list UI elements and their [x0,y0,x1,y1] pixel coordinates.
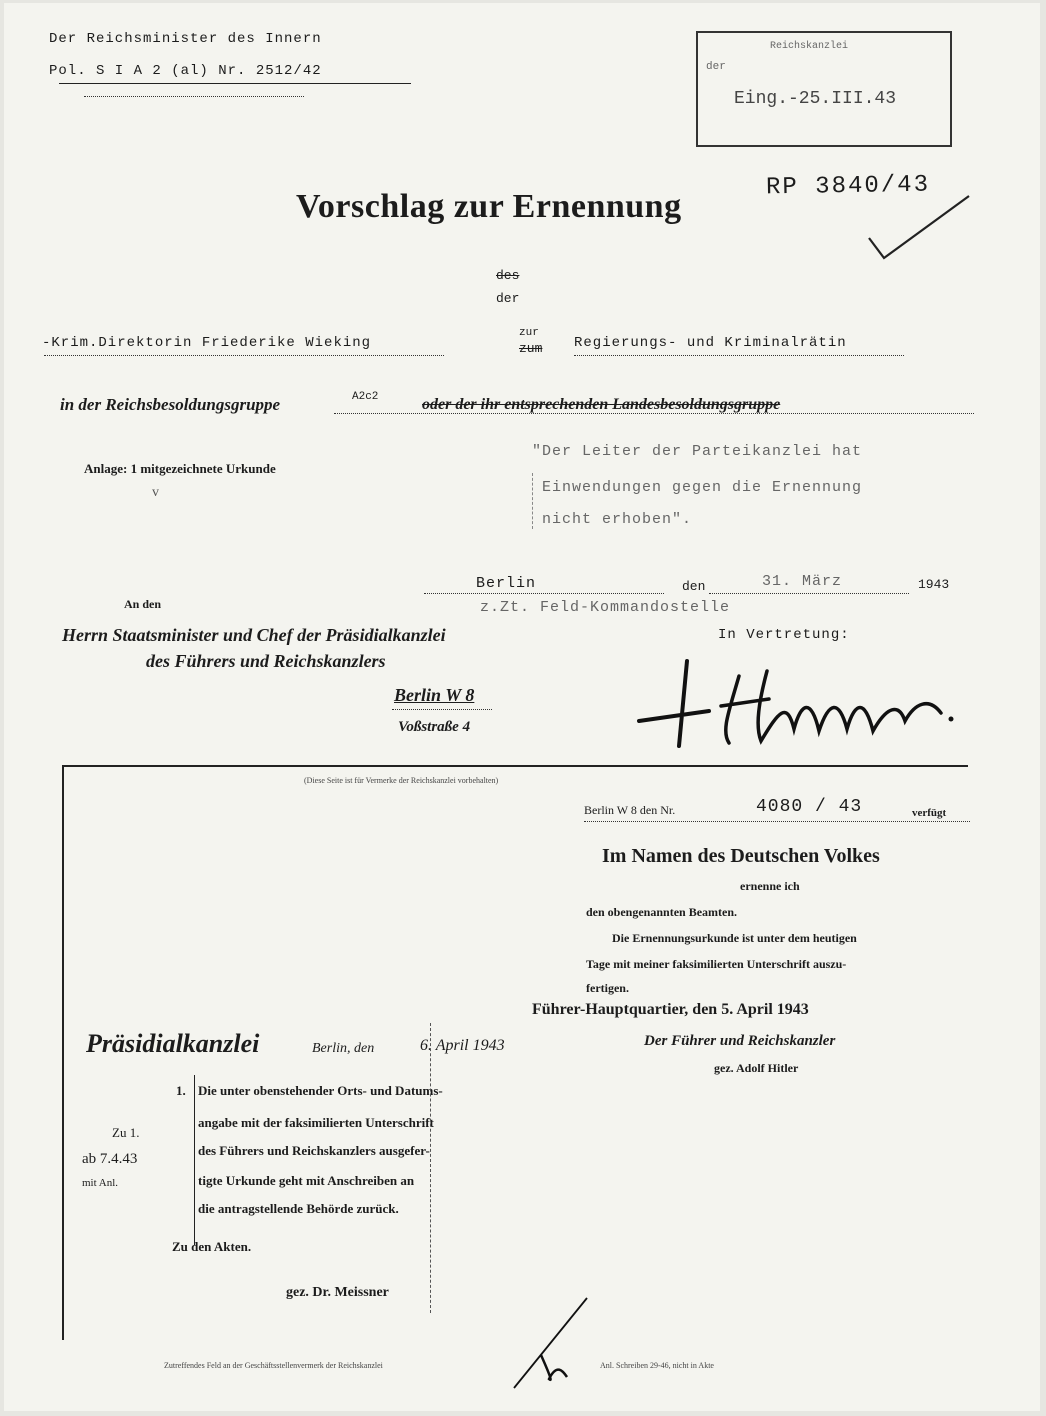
decree-hq-date: Führer-Hauptquartier, den 5. April 1943 [532,1001,809,1018]
article-struck: des [496,268,520,283]
footer-left: Zutreffendes Feld an der Geschäftsstellenvermerk der Reichskanzlei [164,1361,383,1370]
name-dotline [44,355,444,356]
decree-ernenne: ernenne ich [740,879,800,893]
lower-caption: (Diese Seite ist für Vermerke der Reichskanzlei vorbehalten) [304,776,499,785]
article: der [496,291,520,306]
item-1-line-3: des Führers und Reichskanzlers ausgefer- [198,1143,430,1158]
addressee-to: An den [124,597,162,611]
document-page [4,3,1040,1411]
lower-left-rule [62,765,64,1340]
remark-bracket [532,473,537,529]
preposition: zur [519,327,539,339]
stamp-line-1: Reichskanzlei [770,41,849,52]
attachment-note: Anlage: 1 mitgezeichnete Urkunde [84,461,276,476]
salary-label: in der Reichsbesoldungsgruppe [60,395,281,414]
lower-top-rule [62,765,968,767]
margin-note-3: mit Anl. [82,1177,119,1189]
check-mark [859,188,979,268]
item-1-line-2: angabe mit der faksimilierten Unterschrift [198,1115,434,1130]
lower-number: 4080 / 43 [756,797,863,817]
stamp-date: Eing.-25.III.43 [734,89,897,109]
nominee-rank: Regierungs- und Kriminalrätin [574,335,847,351]
tick-mark: v [152,485,159,500]
document-title: Vorschlag zur Ernennung [296,188,682,225]
item-1-number: 1. [176,1083,186,1098]
header-underline [59,83,411,84]
chancellery-title: Präsidialkanzlei [86,1029,260,1058]
decree-text-2: Tage mit meiner faksimilierten Unterschrift auszu- [586,957,847,971]
decree-gez: gez. Adolf Hitler [714,1061,799,1075]
year: 1943 [918,577,950,592]
chancellery-date: 6. April 1943 [420,1037,505,1054]
salary-dotline [334,413,974,414]
decree-heading: Im Namen des Deutschen Volkes [602,845,880,867]
date: 31. März [762,573,843,590]
rank-dotline [574,355,904,356]
ministry-line: Der Reichsminister des Innern [49,31,322,47]
chancellery-signed: gez. Dr. Meissner [286,1285,389,1300]
rp-number: RP 3840/43 [765,171,931,202]
preposition-struck: zum [519,341,543,356]
decree-text-1: Die Ernennungsurkunde ist unter dem heutigen [612,931,857,945]
margin-note-2: ab 7.4.43 [82,1151,138,1167]
footer-right: Anl. Schreiben 29-46, nicht in Akte [600,1361,714,1370]
lower-reference: Berlin W 8 den Nr. [584,803,676,817]
lower-verfuegt: verfügt [912,807,947,819]
city-dotline [392,709,492,710]
fold-line [430,1023,431,1313]
addressee-city: Berlin W 8 [394,685,475,705]
addressee-line-2: des Führers und Reichskanzlers [146,651,386,671]
himmler-signature [629,651,969,756]
margin-note-1: Zu 1. [112,1125,140,1140]
file-reference: Pol. S I A 2 (al) Nr. 2512/42 [49,63,322,79]
nominee-name: -Krim.Direktorin Friederike Wieking [42,335,372,351]
place: Berlin [476,575,537,592]
item-1-line-5: die antragstellende Behörde zurück. [198,1201,399,1216]
item-2: Zu den Akten. [172,1239,252,1254]
decree-vorgenannten: den obengenannten Beamten. [586,905,738,919]
representation-label: In Vertretung: [718,627,850,643]
header-subline [84,96,304,97]
den-label: den [682,579,706,594]
item-1-line-4: tigte Urkunde geht mit Anschreiben an [198,1173,415,1188]
paraph-signature [509,1293,599,1393]
salary-group: A2c2 [352,391,379,403]
remark-line-2: Einwendungen gegen die Ernennung [542,479,863,496]
date-dotline [709,593,909,594]
margin-rule [194,1075,195,1245]
stamp-line-2: der [706,61,726,73]
addressee-street: Voßstraße 4 [398,719,471,735]
received-stamp [696,31,952,147]
signature-text: H. Himmler [629,651,634,652]
decree-fuehrer: Der Führer und Reichskanzler [644,1033,836,1049]
remark-line-1: "Der Leiter der Parteikanzlei hat [532,443,863,460]
office: z.Zt. Feld-Kommandostelle [480,599,731,616]
addressee-line-1: Herrn Staatsminister und Chef der Präsidialkanzlei [62,625,446,645]
decree-text-3: fertigen. [586,981,629,995]
remark-line-3: nicht erhoben". [542,511,693,528]
reference-dotline [584,821,970,822]
place-dotline [424,593,664,594]
item-1-line-1: Die unter obenstehender Orts- und Datums- [198,1083,443,1098]
chancellery-place: Berlin, den [312,1041,375,1056]
salary-struck: oder der ihr entsprechenden Landesbesoldungsgruppe [422,396,781,413]
